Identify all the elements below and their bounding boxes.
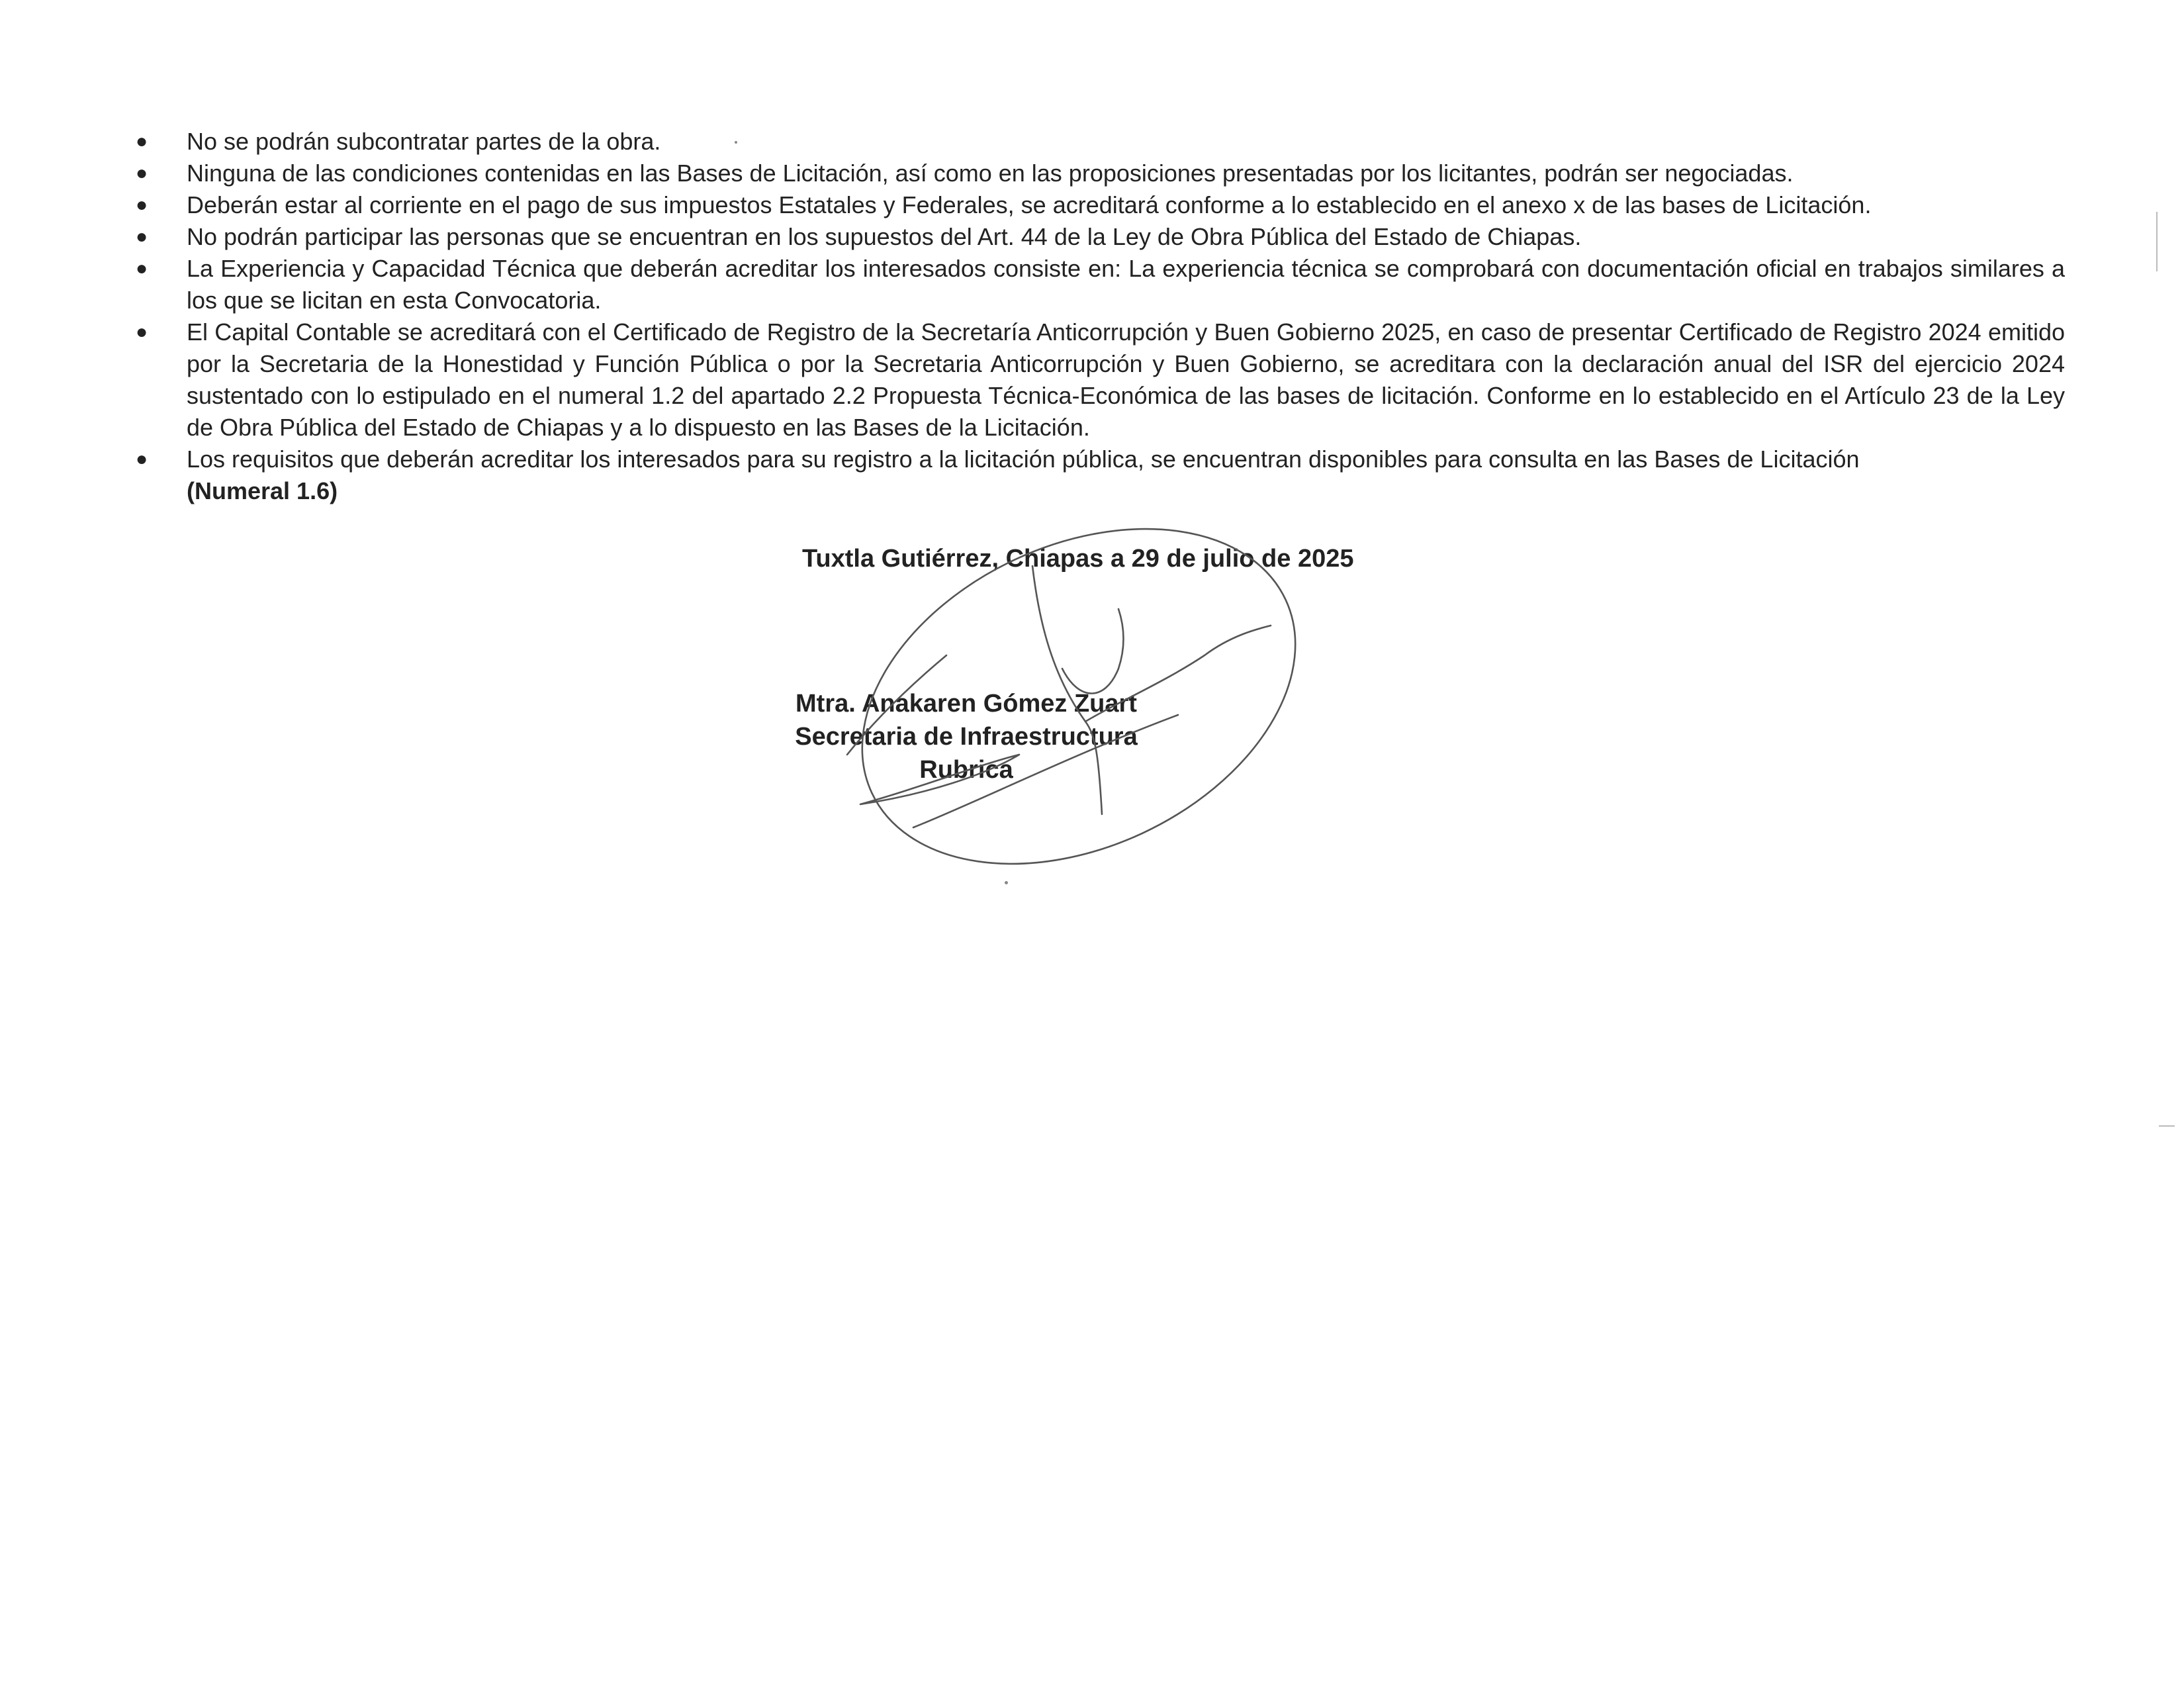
bullet-icon: ●	[136, 226, 148, 248]
bullet-icon: ●	[136, 258, 148, 279]
bullet-icon: ●	[136, 130, 148, 152]
scan-speck	[1005, 881, 1008, 884]
bullet-icon: ●	[136, 448, 148, 470]
list-item-emphasis: (Numeral 1.6)	[187, 477, 338, 504]
scan-edge-mark	[2156, 212, 2158, 271]
list-item	[132, 126, 2065, 158]
list-item	[132, 221, 2065, 253]
list-item-text: No se podrán subcontratar partes de la obra.	[187, 128, 661, 155]
requirements-list	[132, 126, 2065, 507]
list-item-text: No podrán participar las personas que se encuentran en los supuestos del Art. 44 de la Ley de Obra Pública del Estado de Chiapas.	[187, 223, 1582, 250]
list-item-text: El Capital Contable se acreditará con el Certificado de Registro de la Secretaría Anticorrupción y Buen Gobierno 2025, en caso de presentar Certificado de Registro 2024 emitido por la Secretaria de la Honestidad y Función Pública o por la Secretaria Anticorrupción y Buen Gobierno, se acreditara con la declaración anual del ISR del ejercicio 2024 sustentado con lo estipulado en el numeral 1.2 del apartado 2.2 Propuesta Técnica-Económica de las bases de licitación. Conforme en lo establecido en el Artículo 23 de la Ley de Obra Pública del Estado de Chiapas y a lo dispuesto en las Bases de la Licitación.	[187, 318, 2065, 441]
list-item	[132, 253, 2065, 316]
list-item	[132, 316, 2065, 444]
bullet-icon: ●	[136, 321, 148, 343]
scan-edge-mark	[2159, 1125, 2175, 1127]
list-item-text: Deberán estar al corriente en el pago de sus impuestos Estatales y Federales, se acreditará conforme a lo establecido en el anexo x de las bases de Licitación.	[187, 191, 1872, 218]
bullet-icon: ●	[136, 162, 148, 184]
list-item-text: La Experiencia y Capacidad Técnica que deberán acreditar los interesados consiste en: La experiencia técnica se comprobará con documentación oficial en trabajos similares a los que se licitan en esta Convocatoria.	[187, 255, 2065, 314]
list-item	[132, 158, 2065, 189]
bullet-icon: ●	[136, 194, 148, 216]
signer-position: Secretaria de Infraestructura	[795, 723, 1138, 751]
signature-hook-stroke	[1062, 609, 1124, 694]
signer-note: Rubrica	[919, 756, 1013, 784]
scan-speck	[735, 141, 737, 144]
list-item-text: Los requisitos que deberán acreditar los interesados para su registro a la licitación pública, se encuentran disponibles para consulta en las Bases de Licitación	[187, 445, 1860, 473]
list-item	[132, 189, 2065, 221]
list-item	[132, 444, 2065, 507]
list-item-text: Ninguna de las condiciones contenidas en las Bases de Licitación, así como en las proposiciones presentadas por los licitantes, podrán ser negociadas.	[187, 160, 1794, 187]
signer-name: Mtra. Anakaren Gómez Zuart	[796, 690, 1137, 718]
place-date: Tuxtla Gutiérrez, Chiapas a 29 de julio de 2025	[802, 545, 1354, 573]
signer-info	[715, 687, 1218, 786]
